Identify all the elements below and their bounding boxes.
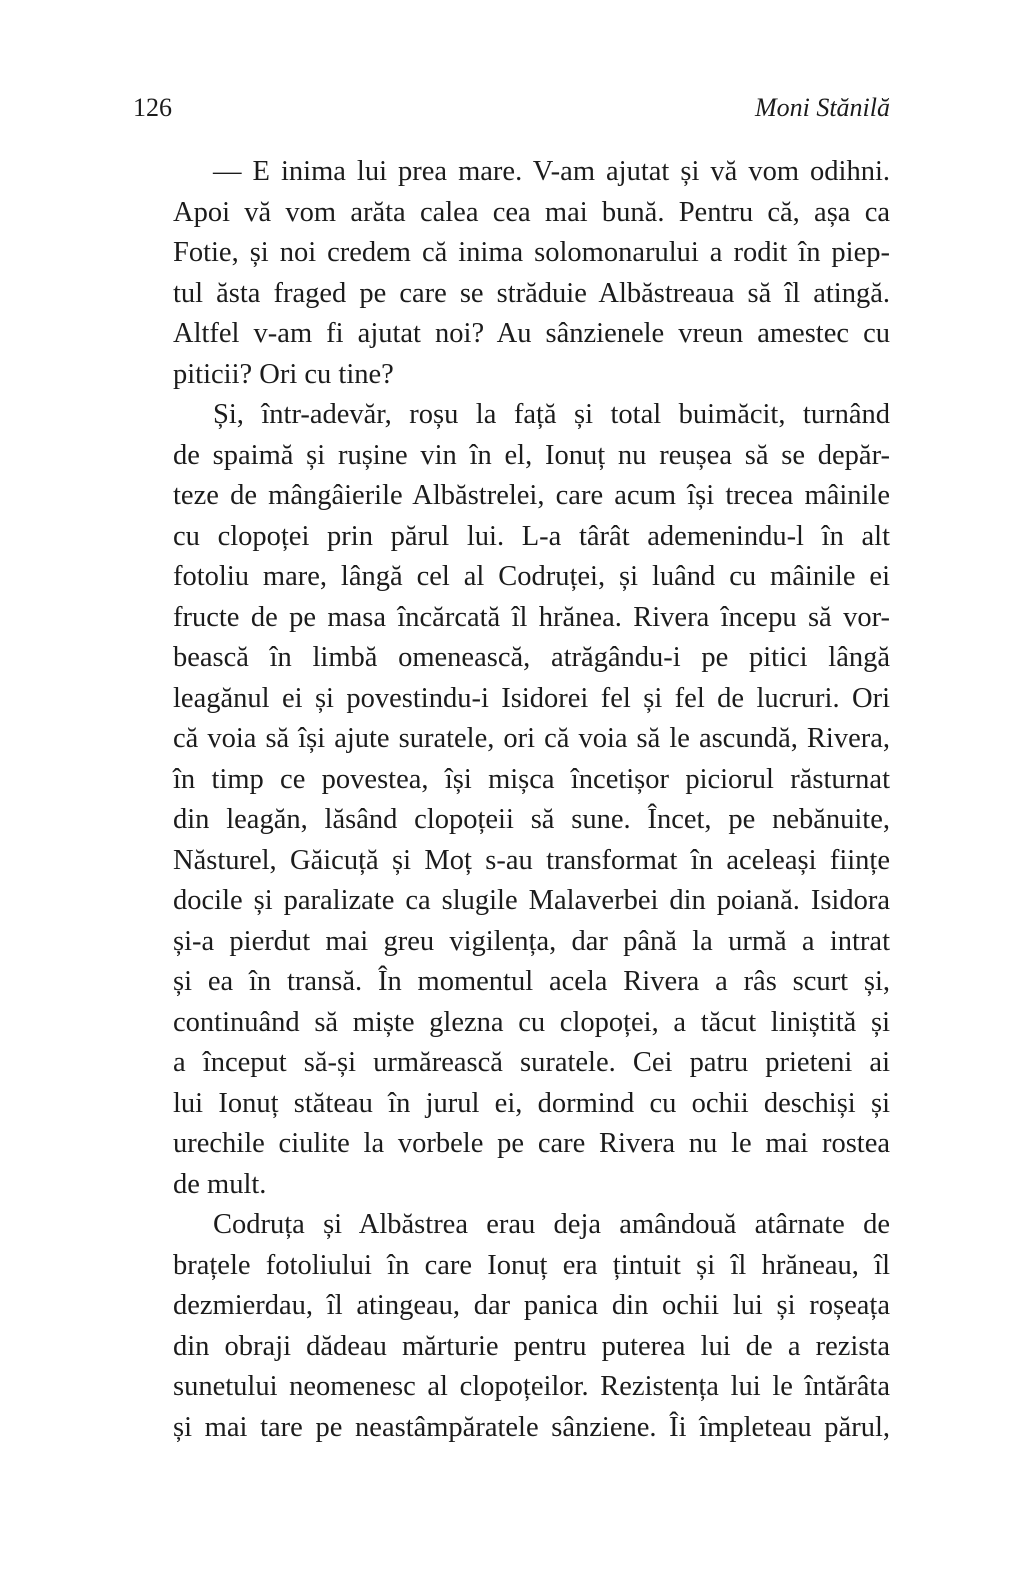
text-line: de spaimă și rușine vin în el, Ionuț nu reușea să se depăr- xyxy=(173,439,890,471)
text-line: și ea în transă. În momentul acela Rivera a râs scurt și, xyxy=(173,966,890,997)
text-line: fructe de pe masa încărcată îl hrănea. Rivera începu să vor- xyxy=(173,601,890,633)
text-line: în timp ce povestea, își mișca încetișor piciorul răsturnat xyxy=(173,763,890,795)
text-line: — E inima lui prea mare. V-am ajutat și vă vom odihni. xyxy=(213,156,890,187)
text-line: bească în limbă omenească, atrăgându-i pe pitici lângă xyxy=(173,642,890,673)
text-line: piticii? Ori cu tine? xyxy=(173,358,394,390)
text-line: Și, într-adevăr, roșu la față și total buimăcit, turnând xyxy=(213,399,890,430)
text-line: continuând să miște glezna cu clopoței, a tăcut liniștită și xyxy=(173,1006,890,1038)
text-line: și mai tare pe neastâmpăratele sânziene. Îi împleteau părul, xyxy=(173,1411,890,1443)
paragraph-2 xyxy=(133,395,890,1205)
text-line: Altfel v-am fi ajutat noi? Au sânzienele vreun amestec cu xyxy=(173,318,890,349)
text-line: din leagăn, lăsând clopoțeii să sune. Încet, pe nebănuite, xyxy=(173,804,890,835)
text-line: leagănul ei și povestindu-i Isidorei fel și fel de lucruri. Ori xyxy=(173,682,890,714)
text-line: din obraji dădeau mărturie pentru puterea lui de a rezista xyxy=(173,1330,890,1362)
text-line: fotoliu mare, lângă cel al Codruței, și luând cu mâinile ei xyxy=(173,561,890,592)
paragraph-1 xyxy=(133,152,890,395)
text-line: Fotie, și noi credem că inima solomonarului a rodit în piep- xyxy=(173,237,890,268)
body-text xyxy=(133,152,890,1448)
running-head-author: Moni Stănilă xyxy=(754,93,890,122)
text-line: că voia să își ajute suratele, ori că voia să le ascundă, Rivera, xyxy=(173,723,890,754)
paragraph-3 xyxy=(133,1205,890,1448)
text-line: de mult. xyxy=(173,1168,267,1200)
text-line: lui Ionuț stăteau în jurul ei, dormind cu ochii deschiși și xyxy=(173,1087,890,1119)
text-line: cu clopoței prin părul lui. L-a târât ademenindu-l în alt xyxy=(173,520,890,552)
text-line: teze de mângâierile Albăstrelei, care acum își trecea mâinile xyxy=(173,480,890,511)
text-line: brațele fotoliului în care Ionuț era țintuit și îl hrăneau, îl xyxy=(173,1249,890,1281)
text-line: și-a pierdut mai greu vigilența, dar până la urmă a intrat xyxy=(173,925,890,957)
text-line: Năsturel, Găicuță și Moț s-au transformat în aceleași ființe xyxy=(173,844,890,876)
text-line: docile și paralizate ca slugile Malaverbei din poiană. Isidora xyxy=(173,885,890,916)
text-line: Codruța și Albăstrea erau deja amândouă atârnate de xyxy=(213,1209,890,1240)
text-line: Apoi vă vom arăta calea cea mai bună. Pentru că, așa ca xyxy=(173,196,890,228)
text-line: tul ăsta fraged pe care se străduie Albăstreaua să îl atingă. xyxy=(173,277,890,309)
page-header xyxy=(133,88,890,128)
text-line: urechile ciulite la vorbele pe care Rivera nu le mai rostea xyxy=(173,1128,890,1159)
text-line: a început să-și urmărească suratele. Cei patru prieteni ai xyxy=(173,1047,890,1078)
page-number: 126 xyxy=(133,93,172,122)
text-line: sunetului neomenesc al clopoțeilor. Rezistența lui le întărâta xyxy=(173,1371,890,1402)
text-line: dezmierdau, îl atingeau, dar panica din ochii lui și roșeața xyxy=(173,1290,890,1321)
